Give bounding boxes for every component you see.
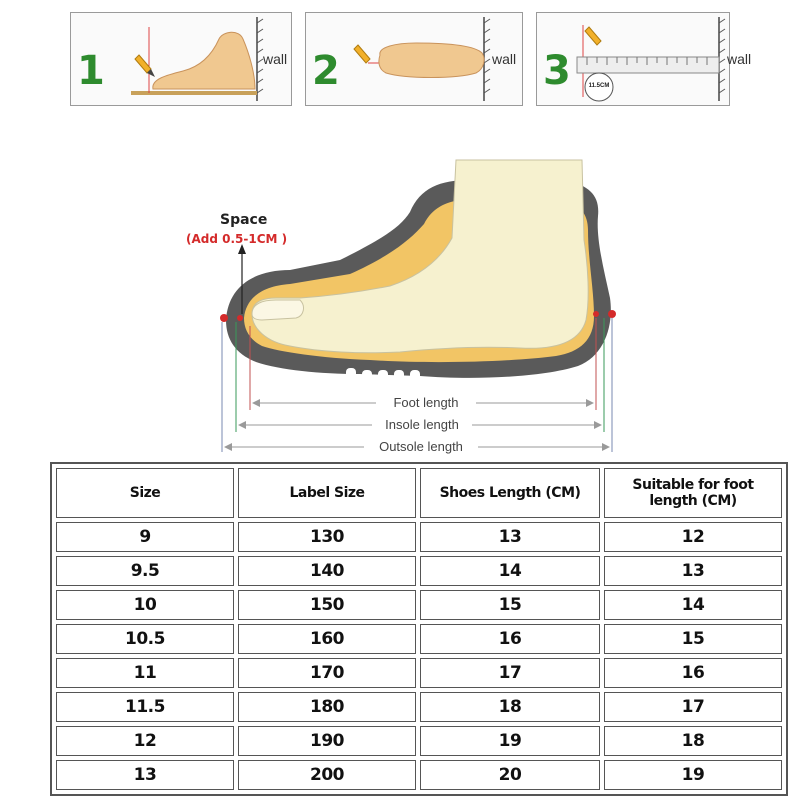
- step-2-panel: [305, 12, 523, 106]
- cell-label-size: 200: [238, 760, 416, 790]
- cell-size: 12: [56, 726, 234, 756]
- cell-shoes-length: 20: [420, 760, 600, 790]
- step-3-panel: [536, 12, 752, 106]
- cell-size: 11.5: [56, 692, 234, 722]
- cell-foot-length: 15: [604, 624, 782, 654]
- foot-front-marker: [237, 315, 243, 321]
- cell-foot-length: 19: [604, 760, 782, 790]
- table-row: [56, 590, 782, 620]
- space-note: (Add 0.5-1CM ): [186, 232, 288, 246]
- cell-label-size: 140: [238, 556, 416, 586]
- cell-label-size: 180: [238, 692, 416, 722]
- step-2-number: 2: [312, 48, 340, 94]
- table-header-row: [56, 468, 782, 518]
- header-label-size: Label Size: [238, 468, 416, 518]
- cell-foot-length: 18: [604, 726, 782, 756]
- cell-label-size: 170: [238, 658, 416, 688]
- cell-shoes-length: 19: [420, 726, 600, 756]
- cell-label-size: 160: [238, 624, 416, 654]
- cell-shoes-length: 15: [420, 590, 600, 620]
- step-1-number: 1: [77, 48, 105, 94]
- size-table: [50, 462, 788, 796]
- insole-length-label: Insole length: [385, 417, 459, 432]
- foot-back-marker: [593, 311, 599, 317]
- foot-length-label: Foot length: [393, 395, 459, 410]
- cell-size: 9: [56, 522, 234, 552]
- cell-shoes-length: 14: [420, 556, 600, 586]
- cell-shoes-length: 18: [420, 692, 600, 722]
- step-3-number: 3: [543, 48, 571, 94]
- cell-size: 11: [56, 658, 234, 688]
- cell-shoes-length: 13: [420, 522, 600, 552]
- cell-size: 9.5: [56, 556, 234, 586]
- outsole-back-marker: [608, 310, 616, 318]
- table-row: [56, 760, 782, 790]
- table-row: [56, 658, 782, 688]
- step-3-wall-label: wall: [727, 51, 752, 67]
- table-row: [56, 624, 782, 654]
- cell-foot-length: 14: [604, 590, 782, 620]
- measurement-steps: [70, 12, 752, 108]
- cell-foot-length: 12: [604, 522, 782, 552]
- cell-size: 10.5: [56, 624, 234, 654]
- cell-shoes-length: 17: [420, 658, 600, 688]
- step-3-measure-label: 11.5CM: [588, 83, 610, 89]
- cell-label-size: 150: [238, 590, 416, 620]
- cell-label-size: 190: [238, 726, 416, 756]
- step-2-wall-label: wall: [492, 51, 517, 67]
- cell-label-size: 130: [238, 522, 416, 552]
- table-row: [56, 692, 782, 722]
- outsole-length-label: Outsole length: [379, 439, 463, 454]
- cell-size: 13: [56, 760, 234, 790]
- cell-foot-length: 17: [604, 692, 782, 722]
- table-row: [56, 522, 782, 552]
- space-label: Space: [220, 212, 268, 228]
- foot-toe: [252, 300, 303, 320]
- cell-foot-length: 13: [604, 556, 782, 586]
- table-row: [56, 726, 782, 756]
- cell-size: 10: [56, 590, 234, 620]
- outsole-front-marker: [220, 314, 228, 322]
- header-shoes-length: Shoes Length (CM): [420, 468, 600, 518]
- cell-shoes-length: 16: [420, 624, 600, 654]
- table-row: [56, 556, 782, 586]
- step-1-panel: [70, 12, 292, 106]
- header-foot-length: Suitable for foot length (CM): [604, 468, 782, 518]
- step-1-wall-label: wall: [263, 51, 288, 67]
- header-size: Size: [56, 468, 234, 518]
- cell-foot-length: 16: [604, 658, 782, 688]
